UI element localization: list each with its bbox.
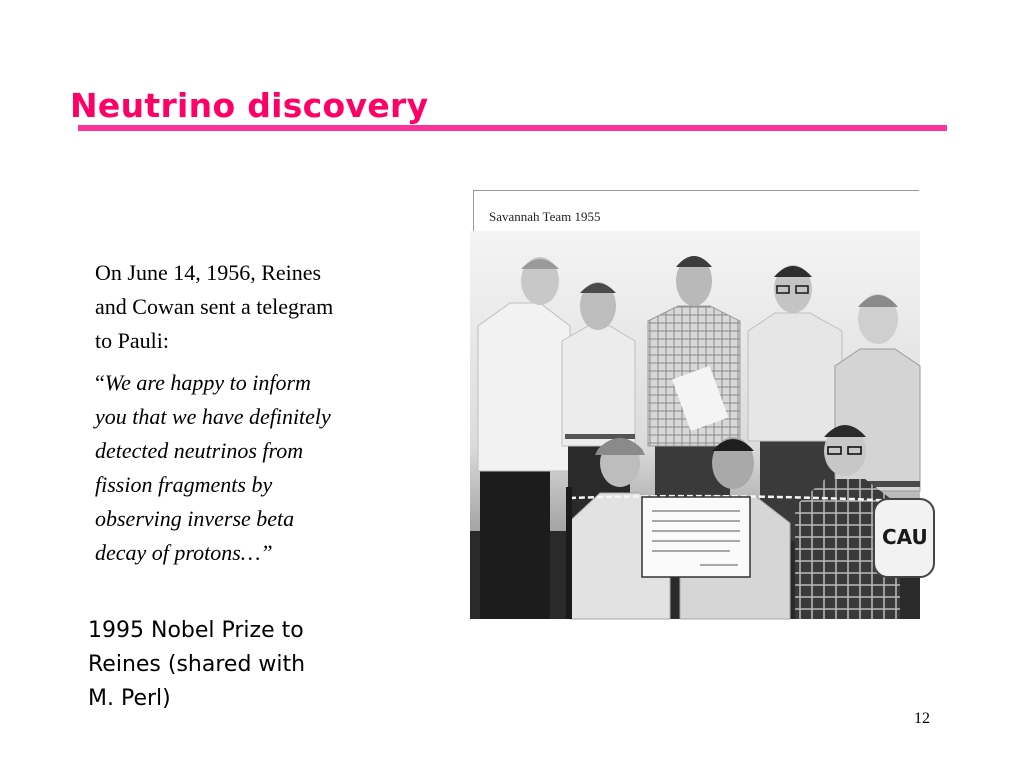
quote-line: We are happy to inform [104, 370, 311, 395]
intro-line: On June 14, 1956, Reines [95, 260, 322, 285]
close-quote-mark: ” [260, 540, 273, 565]
page-number: 12 [914, 710, 930, 727]
intro-line: to Pauli: [95, 328, 169, 353]
nobel-line: Reines (shared with [88, 652, 306, 677]
quote-line: you that we have definitely [95, 404, 331, 429]
photo-caption: Savannah Team 1955 [489, 209, 601, 224]
nobel-line: M. Perl) [88, 686, 171, 711]
caution-sign [874, 499, 934, 577]
nobel-line: 1995 Nobel Prize to [88, 618, 304, 643]
title-underline [78, 125, 947, 131]
slide-title: Neutrino discovery [70, 86, 429, 125]
telegram-quote [95, 366, 415, 570]
open-quote-mark: “ [95, 370, 105, 395]
restricted-area-sign [642, 497, 750, 577]
team-photo [470, 231, 928, 619]
nobel-note [88, 614, 378, 716]
quote-line: detected neutrinos from [95, 438, 304, 463]
intro-paragraph [95, 256, 415, 358]
quote-line: fission fragments by [95, 472, 273, 497]
body-text [95, 256, 415, 578]
intro-line: and Cowan sent a telegram [95, 294, 334, 319]
svg-text:CAU: CAU [882, 525, 928, 549]
photo-frame [473, 190, 928, 619]
quote-line: observing inverse beta [95, 506, 295, 531]
quote-line: decay of protons… [95, 540, 261, 565]
